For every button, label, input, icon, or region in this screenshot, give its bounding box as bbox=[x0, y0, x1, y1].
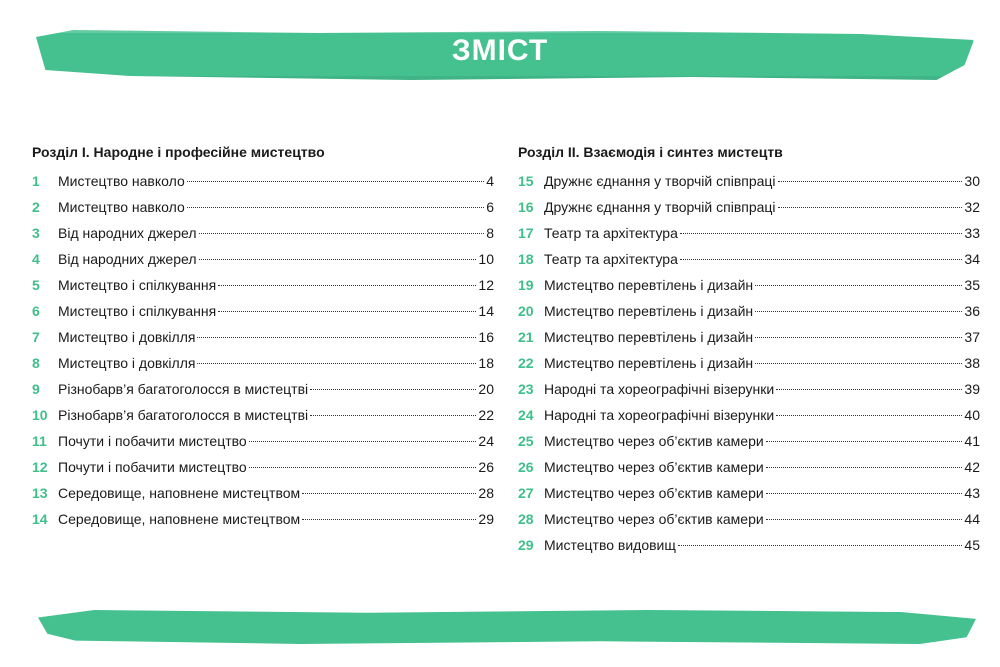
toc-entry-title: Середовище, наповнене мистецтвом bbox=[58, 511, 301, 527]
toc-entry-page: 37 bbox=[964, 329, 980, 345]
toc-entry-page: 43 bbox=[964, 485, 980, 501]
toc-entry-page: 44 bbox=[964, 511, 980, 527]
toc-entry[interactable] bbox=[32, 272, 494, 298]
toc-entry-page: 10 bbox=[478, 251, 494, 267]
dot-leader bbox=[218, 311, 476, 312]
toc-entry[interactable] bbox=[518, 506, 980, 532]
toc-entry[interactable] bbox=[518, 350, 980, 376]
toc-entry[interactable] bbox=[32, 376, 494, 402]
toc-entry[interactable] bbox=[32, 428, 494, 454]
toc-entry-title: Середовище, наповнене мистецтвом bbox=[58, 485, 301, 501]
toc-entry-title: Мистецтво навколо bbox=[58, 173, 185, 189]
toc-entry-page: 30 bbox=[964, 173, 980, 189]
toc-entry-title: Почути і побачити мистецтво bbox=[58, 433, 247, 449]
toc-list bbox=[518, 168, 978, 558]
toc-entry-title: Мистецтво і довкілля bbox=[58, 329, 196, 345]
toc-entry-number: 6 bbox=[32, 303, 40, 319]
toc-entry-title: Мистецтво і спілкування bbox=[58, 303, 217, 319]
footer-brush-stroke bbox=[38, 610, 976, 644]
toc-section-1 bbox=[32, 140, 492, 532]
toc-entry[interactable] bbox=[518, 324, 980, 350]
toc-entry-number: 10 bbox=[32, 407, 48, 423]
toc-entry-number: 11 bbox=[32, 433, 47, 449]
dot-leader bbox=[778, 181, 963, 182]
toc-entry-number: 29 bbox=[518, 537, 534, 553]
toc-entry-page: 41 bbox=[964, 433, 980, 449]
section-title: Розділ І. Народне і професійне мистецтво bbox=[32, 144, 325, 160]
toc-entry-page: 6 bbox=[486, 199, 494, 215]
toc-entry-title: Народні та хореографічні візерунки bbox=[544, 407, 775, 423]
toc-entry-page: 8 bbox=[486, 225, 494, 241]
toc-entry[interactable] bbox=[32, 324, 494, 350]
dot-leader bbox=[197, 337, 476, 338]
toc-entry-page: 36 bbox=[964, 303, 980, 319]
toc-entry-title: Від народних джерел bbox=[58, 251, 197, 267]
section-title: Розділ ІІ. Взаємодія і синтез мистецтв bbox=[518, 144, 783, 160]
toc-entry-page: 32 bbox=[964, 199, 980, 215]
toc-entry-number: 5 bbox=[32, 277, 40, 293]
toc-entry[interactable] bbox=[518, 454, 980, 480]
dot-leader bbox=[766, 493, 963, 494]
toc-entry-page: 26 bbox=[478, 459, 494, 475]
toc-entry[interactable] bbox=[518, 298, 980, 324]
toc-entry-title: Мистецтво і довкілля bbox=[58, 355, 196, 371]
toc-entry-title: Різнобарв’я багатоголосся в мистецтві bbox=[58, 407, 309, 423]
toc-entry-page: 38 bbox=[964, 355, 980, 371]
dot-leader bbox=[199, 259, 477, 260]
toc-entry[interactable] bbox=[518, 272, 980, 298]
dot-leader bbox=[755, 337, 962, 338]
toc-entry-number: 27 bbox=[518, 485, 534, 501]
toc-entry-number: 13 bbox=[32, 485, 48, 501]
toc-entry-page: 14 bbox=[478, 303, 494, 319]
toc-entry-number: 19 bbox=[518, 277, 534, 293]
toc-entry[interactable] bbox=[518, 246, 980, 272]
toc-entry-number: 3 bbox=[32, 225, 40, 241]
toc-entry[interactable] bbox=[32, 246, 494, 272]
dot-leader bbox=[766, 441, 963, 442]
toc-entry-page: 35 bbox=[964, 277, 980, 293]
toc-entry[interactable] bbox=[32, 350, 494, 376]
dot-leader bbox=[776, 389, 962, 390]
toc-entry-page: 20 bbox=[478, 381, 494, 397]
toc-entry[interactable] bbox=[518, 194, 980, 220]
toc-entry[interactable] bbox=[32, 480, 494, 506]
toc-entry-title: Мистецтво перевтілень і дизайн bbox=[544, 355, 754, 371]
dot-leader bbox=[249, 467, 477, 468]
toc-entry[interactable] bbox=[518, 428, 980, 454]
dot-leader bbox=[187, 181, 484, 182]
dot-leader bbox=[249, 441, 477, 442]
toc-section-2 bbox=[518, 140, 978, 558]
dot-leader bbox=[766, 519, 963, 520]
toc-entry[interactable] bbox=[518, 402, 980, 428]
toc-entry-page: 22 bbox=[478, 407, 494, 423]
dot-leader bbox=[755, 363, 962, 364]
dot-leader bbox=[776, 415, 962, 416]
toc-entry-title: Мистецтво через об’єктив камери bbox=[544, 433, 764, 449]
dot-leader bbox=[302, 519, 476, 520]
toc-entry-page: 4 bbox=[486, 173, 494, 189]
toc-entry-number: 17 bbox=[518, 225, 534, 241]
toc-entry-page: 39 bbox=[964, 381, 980, 397]
toc-entry-page: 40 bbox=[964, 407, 980, 423]
toc-entry-page: 12 bbox=[478, 277, 494, 293]
toc-entry[interactable] bbox=[518, 376, 980, 402]
toc-entry-number: 18 bbox=[518, 251, 534, 267]
toc-entry-page: 34 bbox=[964, 251, 980, 267]
toc-entry-title: Почути і побачити мистецтво bbox=[58, 459, 247, 475]
toc-entry-title: Мистецтво перевтілень і дизайн bbox=[544, 303, 754, 319]
toc-entry-number: 28 bbox=[518, 511, 534, 527]
toc-entry[interactable] bbox=[32, 220, 494, 246]
toc-entry-number: 20 bbox=[518, 303, 534, 319]
dot-leader bbox=[302, 493, 476, 494]
dot-leader bbox=[310, 389, 476, 390]
dot-leader bbox=[778, 207, 963, 208]
toc-entry-title: Мистецтво через об’єктив камери bbox=[544, 459, 764, 475]
toc-entry-page: 24 bbox=[478, 433, 494, 449]
toc-entry[interactable] bbox=[518, 480, 980, 506]
toc-list bbox=[32, 168, 492, 532]
dot-leader bbox=[197, 363, 476, 364]
toc-entry-title: Мистецтво через об’єктив камери bbox=[544, 511, 764, 527]
toc-entry[interactable] bbox=[32, 168, 494, 194]
page-title: ЗМІСТ bbox=[451, 34, 549, 67]
toc-entry-number: 15 bbox=[518, 173, 534, 189]
toc-entry-page: 16 bbox=[478, 329, 494, 345]
toc-entry-number: 22 bbox=[518, 355, 534, 371]
toc-entry-number: 16 bbox=[518, 199, 534, 215]
dot-leader bbox=[766, 467, 963, 468]
toc-entry-page: 18 bbox=[478, 355, 494, 371]
dot-leader bbox=[310, 415, 476, 416]
toc-entry-page: 42 bbox=[964, 459, 980, 475]
toc-entry-title: Народні та хореографічні візерунки bbox=[544, 381, 775, 397]
toc-entry-title: Мистецтво через об’єктив камери bbox=[544, 485, 764, 501]
toc-entry-number: 1 bbox=[32, 173, 40, 189]
toc-entry-number: 23 bbox=[518, 381, 534, 397]
toc-entry-number: 26 bbox=[518, 459, 534, 475]
dot-leader bbox=[755, 285, 962, 286]
dot-leader bbox=[755, 311, 962, 312]
toc-entry-page: 28 bbox=[478, 485, 494, 501]
toc-entry-title: Від народних джерел bbox=[58, 225, 197, 241]
toc-entry[interactable] bbox=[32, 506, 494, 532]
toc-entry-number: 21 bbox=[518, 329, 534, 345]
toc-entry-page: 29 bbox=[478, 511, 494, 527]
toc-entry-title: Дружнє єднання у творчій співпраці bbox=[544, 173, 776, 189]
dot-leader bbox=[218, 285, 476, 286]
toc-entry-number: 8 bbox=[32, 355, 40, 371]
toc-entry-title: Мистецтво навколо bbox=[58, 199, 185, 215]
toc-entry-title: Мистецтво перевтілень і дизайн bbox=[544, 329, 754, 345]
dot-leader bbox=[187, 207, 484, 208]
toc-entry-title: Дружнє єднання у творчій співпраці bbox=[544, 199, 776, 215]
toc-entry[interactable] bbox=[32, 298, 494, 324]
toc-entry-page: 33 bbox=[964, 225, 980, 241]
dot-leader bbox=[678, 545, 963, 546]
toc-entry[interactable] bbox=[32, 454, 494, 480]
toc-entry[interactable] bbox=[32, 402, 494, 428]
toc-entry-number: 14 bbox=[32, 511, 48, 527]
toc-entry-number: 12 bbox=[32, 459, 48, 475]
toc-entry-title: Театр та архітектура bbox=[544, 251, 678, 267]
toc-entry-page: 45 bbox=[964, 537, 980, 553]
toc-entry-title: Мистецтво перевтілень і дизайн bbox=[544, 277, 754, 293]
toc-entry-title: Театр та архітектура bbox=[544, 225, 678, 241]
toc-entry[interactable] bbox=[518, 168, 980, 194]
toc-entry[interactable] bbox=[32, 194, 494, 220]
toc-entry-number: 9 bbox=[32, 381, 40, 397]
toc-entry-number: 4 bbox=[32, 251, 40, 267]
dot-leader bbox=[199, 233, 485, 234]
toc-entry-title: Мистецтво видовищ bbox=[544, 537, 676, 553]
dot-leader bbox=[680, 259, 963, 260]
toc-entry-number: 2 bbox=[32, 199, 40, 215]
toc-entry-number: 24 bbox=[518, 407, 534, 423]
dot-leader bbox=[680, 233, 963, 234]
toc-entry-number: 25 bbox=[518, 433, 534, 449]
toc-entry-title: Мистецтво і спілкування bbox=[58, 277, 217, 293]
toc-entry-title: Різнобарв’я багатоголосся в мистецтві bbox=[58, 381, 309, 397]
toc-entry[interactable] bbox=[518, 220, 980, 246]
toc-entry[interactable] bbox=[518, 532, 980, 558]
toc-entry-number: 7 bbox=[32, 329, 40, 345]
